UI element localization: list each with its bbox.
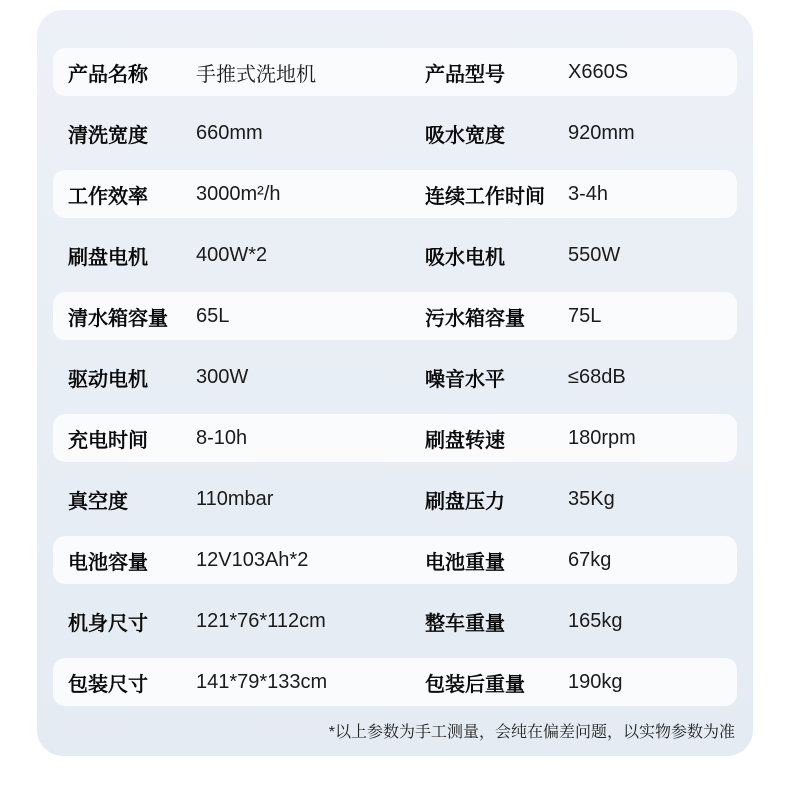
spec-value: ≤68dB <box>568 365 626 388</box>
spec-value: 75L <box>568 304 602 327</box>
spec-value: 300W <box>196 365 249 388</box>
spec-label: 包装尺寸 <box>68 673 148 696</box>
spec-value: 12V103Ah*2 <box>196 548 309 571</box>
spec-label: 电池重量 <box>425 551 505 574</box>
spec-label: 整车重量 <box>425 612 505 635</box>
spec-label: 驱动电机 <box>68 368 148 391</box>
spec-label: 清洗宽度 <box>68 124 148 147</box>
spec-row-charging-time <box>53 414 737 462</box>
spec-value: 67kg <box>568 548 612 571</box>
spec-label: 电池容量 <box>68 551 148 574</box>
spec-value: 3-4h <box>568 182 609 205</box>
spec-value: 8-10h <box>196 426 248 449</box>
measurement-disclaimer: *以上参数为手工测量，会纯在偏差问题，以实物参数为准 <box>328 724 735 741</box>
spec-value: 550W <box>568 243 621 266</box>
spec-label: 清水箱容量 <box>68 307 168 330</box>
spec-label: 产品名称 <box>68 63 148 86</box>
spec-value: 920mm <box>568 121 635 144</box>
spec-value: 121*76*112cm <box>196 609 326 632</box>
spec-label: 刷盘压力 <box>425 490 505 513</box>
spec-label: 工作效率 <box>68 185 148 208</box>
spec-label: 连续工作时间 <box>425 185 545 208</box>
spec-value: 110mbar <box>196 487 274 510</box>
spec-value: 660mm <box>196 121 263 144</box>
spec-value: 35Kg <box>568 487 615 510</box>
spec-row-cleaning-width <box>53 109 737 157</box>
spec-row-brush-motor <box>53 231 737 279</box>
spec-value: 180rpm <box>568 426 636 449</box>
spec-row-drive-motor <box>53 353 737 401</box>
spec-label: 吸水宽度 <box>425 124 505 147</box>
spec-value: 3000m²/h <box>196 182 281 205</box>
spec-row-vacuum <box>53 475 737 523</box>
spec-label: 充电时间 <box>68 429 148 452</box>
spec-row-product-name <box>53 48 737 96</box>
spec-label: 污水箱容量 <box>425 307 525 330</box>
spec-label: 噪音水平 <box>425 368 505 391</box>
spec-row-body-size <box>53 597 737 645</box>
spec-label: 真空度 <box>68 490 128 513</box>
spec-label: 机身尺寸 <box>68 612 148 635</box>
spec-label: 刷盘转速 <box>425 429 505 452</box>
spec-row-package-size <box>53 658 737 706</box>
spec-value: 190kg <box>568 670 623 693</box>
spec-value: 65L <box>196 304 230 327</box>
spec-value: 141*79*133cm <box>196 670 328 693</box>
spec-value: 165kg <box>568 609 623 632</box>
spec-value: 400W*2 <box>196 243 268 266</box>
spec-label: 吸水电机 <box>425 246 505 269</box>
spec-value: 手推式洗地机 <box>196 63 316 86</box>
spec-row-clean-tank <box>53 292 737 340</box>
spec-table-card <box>37 10 753 756</box>
spec-label: 包装后重量 <box>425 673 525 696</box>
spec-value: X660S <box>568 60 629 83</box>
spec-row-battery-capacity <box>53 536 737 584</box>
spec-label: 产品型号 <box>425 63 505 86</box>
spec-row-efficiency <box>53 170 737 218</box>
spec-label: 刷盘电机 <box>68 246 148 269</box>
